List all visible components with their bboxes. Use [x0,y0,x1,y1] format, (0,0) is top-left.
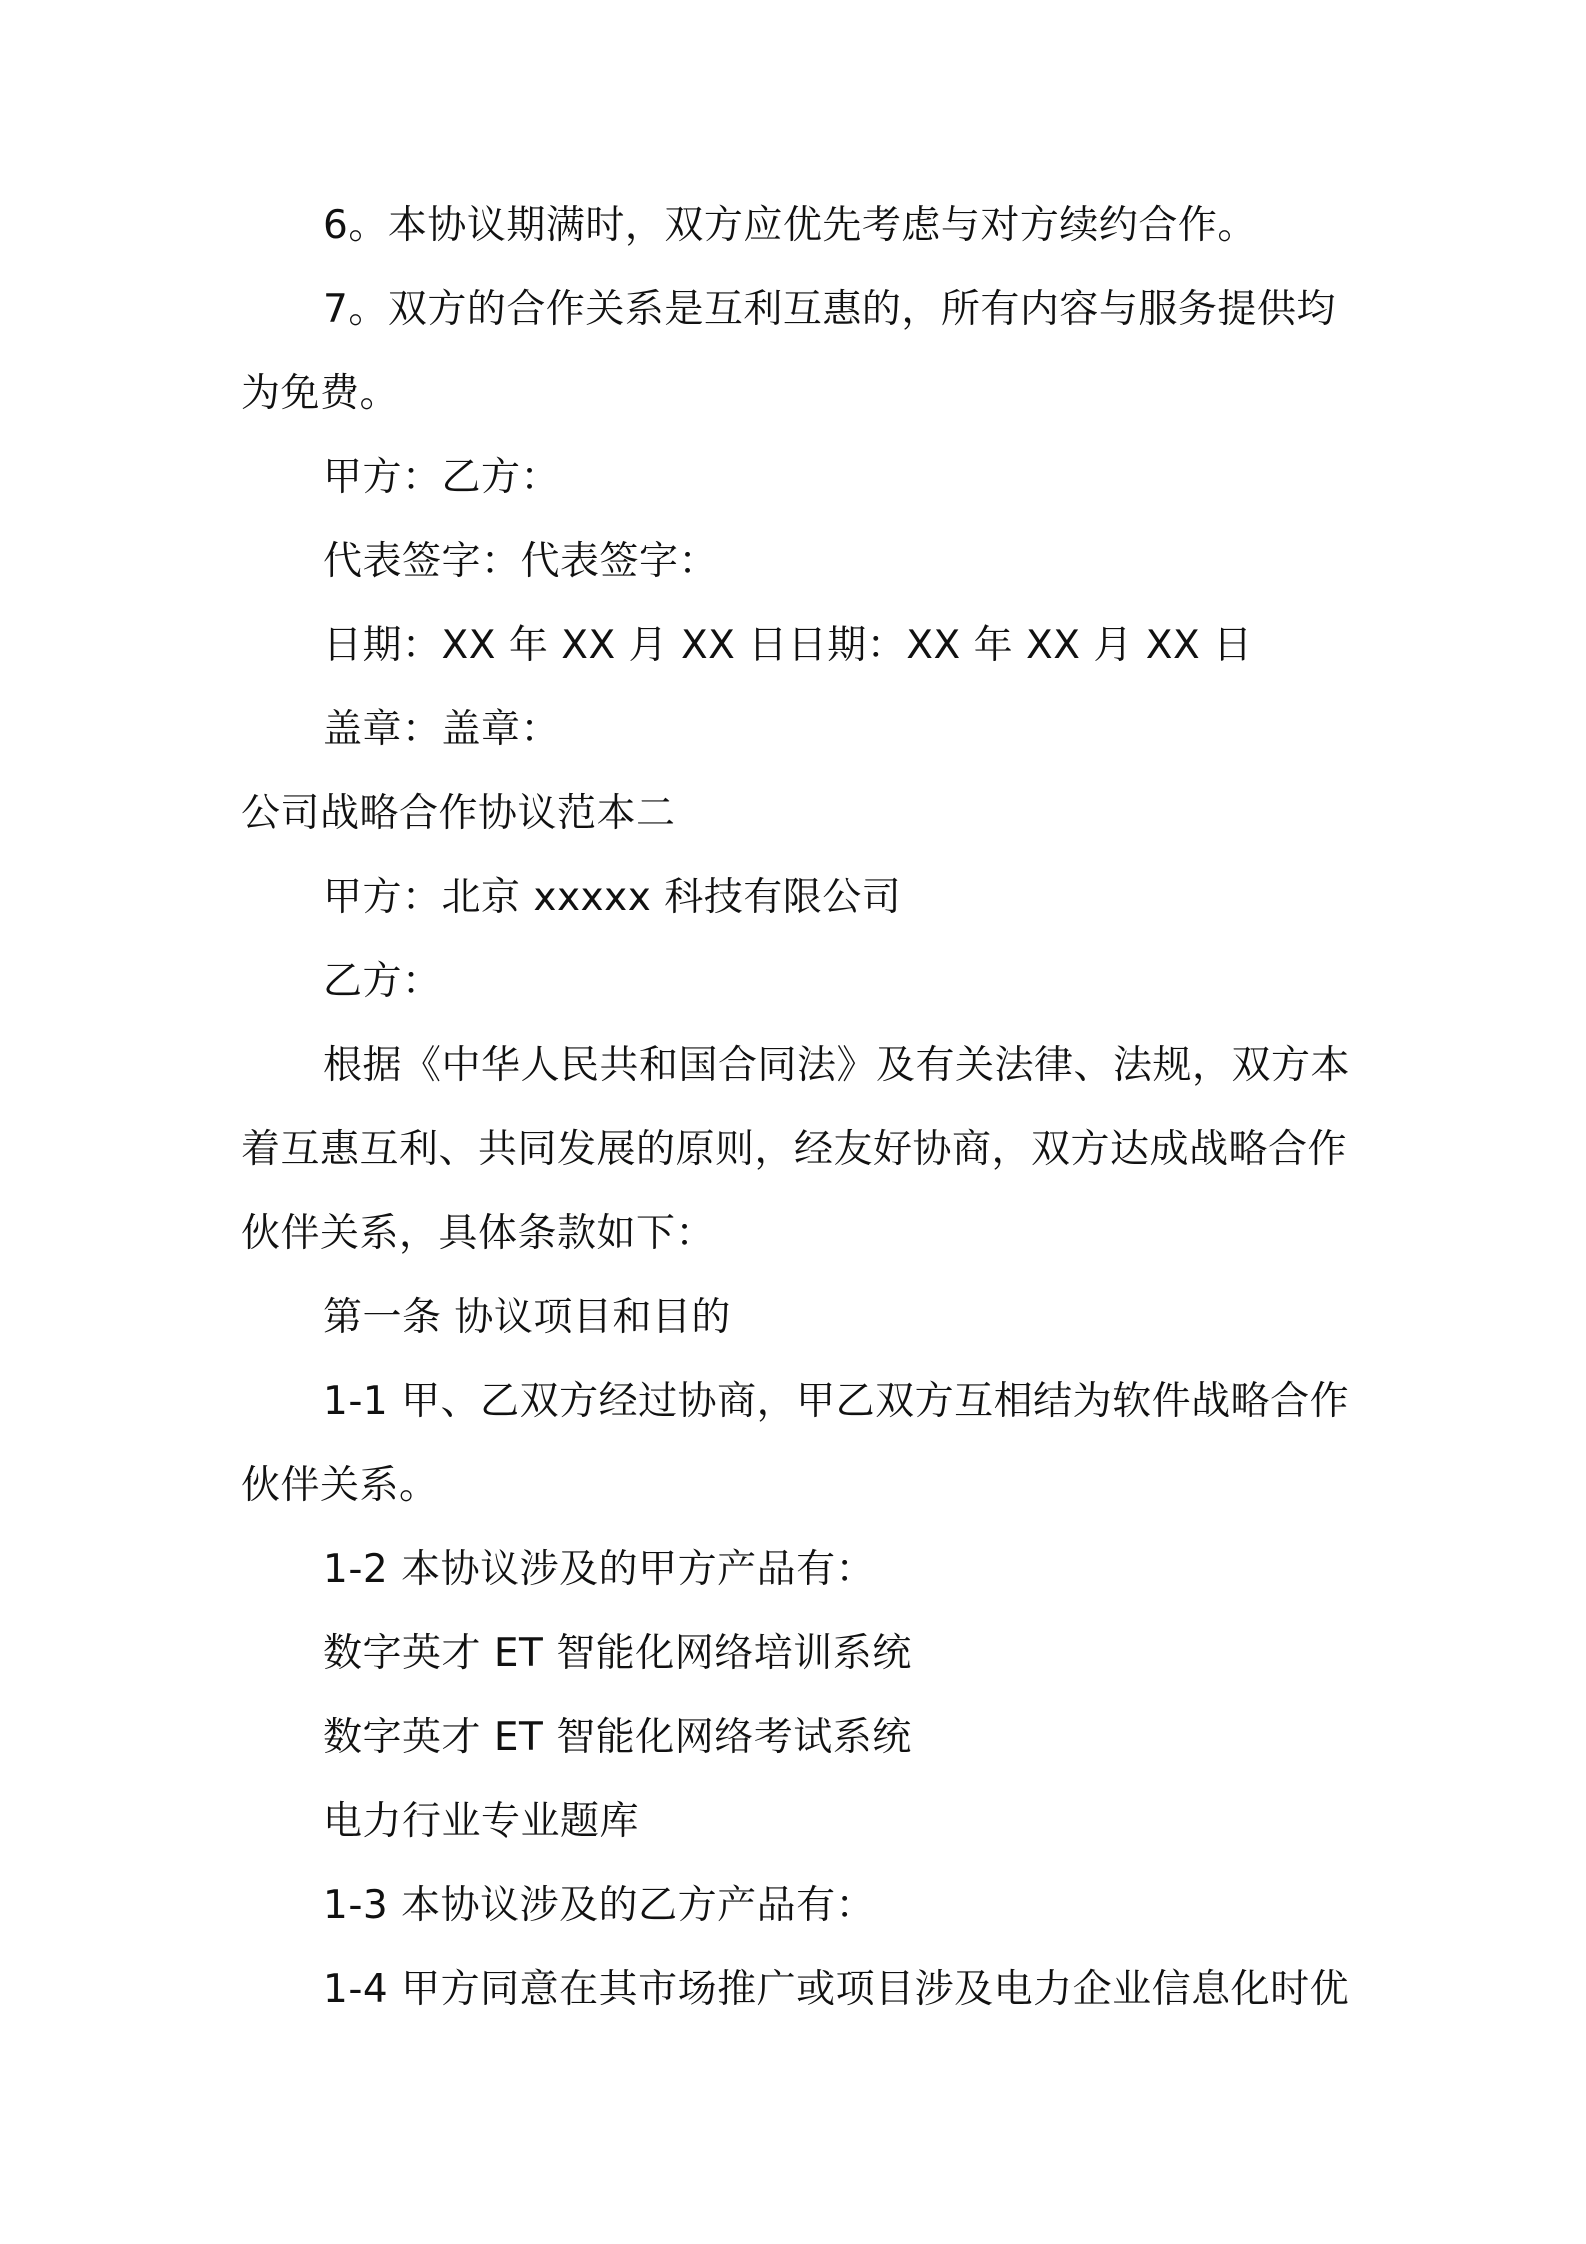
preamble-line-3: 伙伴关系，具体条款如下： [241,1211,716,1256]
article-1-heading: 第一条 协议项目和目的 [323,1295,731,1340]
party-b: 乙方： [323,959,442,1004]
preamble-line-2: 着互惠互利、共同发展的原则，经友好协商，双方达成战略合作 [241,1127,1348,1172]
signature-dates: 日期：XX 年 XX 月 XX 日日期：XX 年 XX 月 XX 日 [323,623,1253,668]
clause-1-4: 1-4 甲方同意在其市场推广或项目涉及电力企业信息化时优 [323,1967,1350,2012]
signature-seals: 盖章：盖章： [323,707,561,752]
clause-7-line-1: 7。双方的合作关系是互利互惠的，所有内容与服务提供均 [323,287,1336,332]
party-a: 甲方：北京 xxxxx 科技有限公司 [323,875,902,920]
product-item-1: 数字英才 ET 智能化网络培训系统 [323,1631,912,1676]
signature-representatives: 代表签字：代表签字： [323,539,719,584]
clause-7-line-2: 为免费。 [241,371,400,416]
preamble-line-1: 根据《中华人民共和国合同法》及有关法律、法规，双方本 [323,1043,1351,1088]
product-item-2: 数字英才 ET 智能化网络考试系统 [323,1715,912,1760]
product-item-3: 电力行业专业题库 [323,1799,640,1844]
clause-1-3: 1-3 本协议涉及的乙方产品有： [323,1883,876,1928]
clause-1-1-line-2: 伙伴关系。 [241,1463,439,1508]
signature-parties: 甲方：乙方： [323,455,561,500]
section-title: 公司战略合作协议范本二 [241,791,676,836]
clause-1-2: 1-2 本协议涉及的甲方产品有： [323,1547,876,1592]
clause-6: 6。本协议期满时，双方应优先考虑与对方续约合作。 [323,203,1257,248]
clause-1-1-line-1: 1-1 甲、乙双方经过协商，甲乙双方互相结为软件战略合作 [323,1379,1350,1424]
